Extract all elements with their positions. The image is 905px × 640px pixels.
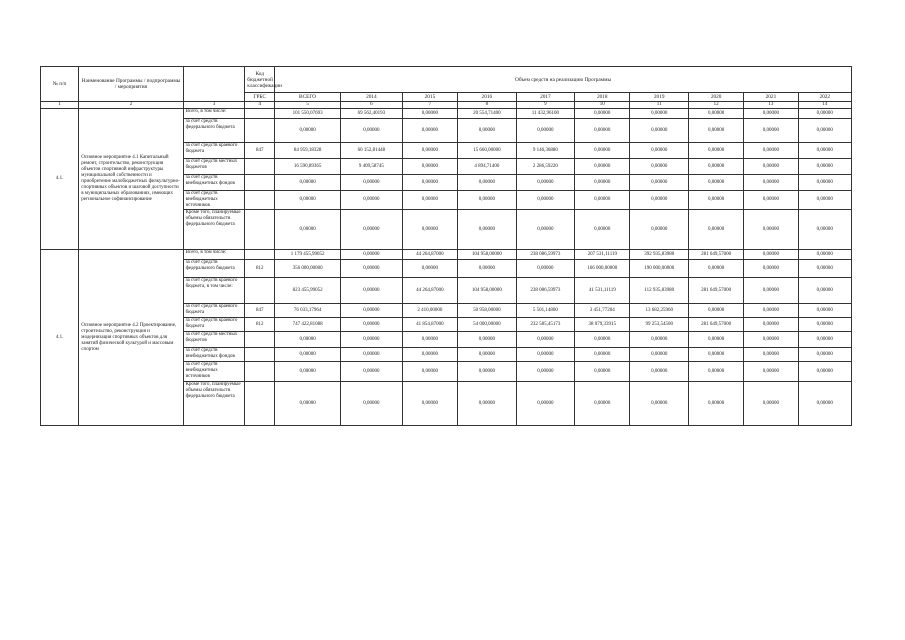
grbs-code: 812	[245, 318, 275, 332]
grbs-code	[245, 250, 275, 260]
year-value: 0,00000	[744, 159, 798, 175]
year-value: 0,00000	[458, 119, 517, 143]
total-value: 823 455,99052	[275, 278, 341, 304]
year-value: 281 649,57000	[688, 278, 743, 304]
year-value: 238 086,59973	[516, 278, 575, 304]
year-value: 0,00000	[575, 119, 630, 143]
year-value: 0,00000	[630, 159, 689, 175]
year-value: 3 451,77204	[575, 304, 630, 318]
table-row	[41, 109, 852, 119]
table-row	[41, 250, 852, 260]
year-value: 0,00000	[688, 191, 743, 210]
grbs-code	[245, 348, 275, 362]
header-year: 2014	[341, 93, 403, 102]
year-value: 0,00000	[798, 260, 851, 278]
funding-source: Кроме того, планируемые объемы обязательств федерального бюджета	[183, 382, 245, 426]
grbs-code	[245, 175, 275, 191]
year-value: 0,00000	[688, 109, 743, 119]
column-number: 5	[275, 102, 341, 109]
year-value: 0,00000	[630, 175, 689, 191]
year-value: 0,00000	[630, 382, 689, 426]
budget-table	[40, 66, 852, 426]
header-year: 2016	[458, 93, 517, 102]
column-number: 2	[79, 102, 183, 109]
funding-source: за счет средств местных бюджетов	[183, 159, 245, 175]
activity-name: Основное мероприятие 4.1 Капитальный ремонт, строительство, реконструкция объектов спортивной инфраструктуры муниципальной собственности и приобретение малобюджетных физкультурно-спортивных объектов и шаговой доступности в муниципальных образованиях, имеющих региональное софинансирование	[79, 109, 183, 250]
total-value: 101 550,07693	[275, 109, 341, 119]
total-value: 0,00000	[275, 362, 341, 382]
column-number: 10	[575, 102, 630, 109]
year-value: 0,00000	[630, 119, 689, 143]
year-value: 0,00000	[341, 260, 403, 278]
year-value: 0,00000	[458, 191, 517, 210]
year-value: 0,00000	[688, 348, 743, 362]
grbs-code: 847	[245, 143, 275, 159]
funding-source: за счет средств федерального бюджета	[183, 260, 245, 278]
header-code: Код бюджетной классификации	[245, 67, 275, 93]
year-value: 0,00000	[575, 362, 630, 382]
column-number: 11	[630, 102, 689, 109]
year-value: 0,00000	[798, 304, 851, 318]
year-value: 0,00000	[688, 143, 743, 159]
year-value: 0,00000	[402, 119, 457, 143]
row-number: 4.1.	[41, 250, 79, 426]
funding-source: за счет средств федерального бюджета	[183, 119, 245, 143]
column-number: 4	[245, 102, 275, 109]
total-value: 0,00000	[275, 348, 341, 362]
year-value: 0,00000	[688, 119, 743, 143]
grbs-code	[245, 278, 275, 304]
year-value: 0,00000	[402, 362, 457, 382]
year-value: 104 958,00000	[458, 250, 517, 260]
year-value: 190 000,00000	[630, 260, 689, 278]
column-number: 14	[798, 102, 851, 109]
header-num: № п/п	[41, 67, 79, 102]
year-value: 0,00000	[630, 332, 689, 348]
year-value: 0,00000	[688, 382, 743, 426]
funding-source: за счет средств краевого бюджета	[183, 318, 245, 332]
year-value: 0,00000	[630, 191, 689, 210]
year-value: 0,00000	[402, 143, 457, 159]
funding-source: за счет средств краевого бюджета	[183, 143, 245, 159]
year-value: 0,00000	[516, 119, 575, 143]
year-value: 41 531,11119	[575, 278, 630, 304]
funding-source: Всего, в том числе:	[183, 109, 245, 119]
year-value: 0,00000	[630, 348, 689, 362]
year-value: 0,00000	[516, 348, 575, 362]
year-value: 0,00000	[516, 191, 575, 210]
year-value: 0,00000	[688, 260, 743, 278]
header-year: 2020	[688, 93, 743, 102]
year-value: 0,00000	[402, 348, 457, 362]
grbs-code	[245, 109, 275, 119]
year-value: 0,00000	[798, 382, 851, 426]
total-value: 1 179 455,99052	[275, 250, 341, 260]
year-value: 238 086,59973	[516, 250, 575, 260]
year-value: 0,00000	[402, 191, 457, 210]
year-value: 0,00000	[341, 332, 403, 348]
total-value: 356 000,00000	[275, 260, 341, 278]
grbs-code	[245, 159, 275, 175]
total-value: 0,00000	[275, 382, 341, 426]
budget-document	[40, 66, 852, 426]
year-value: 13 682,25960	[630, 304, 689, 318]
year-value: 0,00000	[798, 109, 851, 119]
year-value: 0,00000	[744, 318, 798, 332]
year-value: 0,00000	[744, 382, 798, 426]
grbs-code: 812	[245, 260, 275, 278]
year-value: 54 000,00000	[458, 318, 517, 332]
header-year: 2021	[744, 93, 798, 102]
total-value: 84 959,18328	[275, 143, 341, 159]
year-value: 0,00000	[341, 119, 403, 143]
year-value: 0,00000	[744, 362, 798, 382]
year-value: 99 253,54500	[630, 318, 689, 332]
year-value: 9 409,58745	[341, 159, 403, 175]
column-number: 1	[41, 102, 79, 109]
year-value: 0,00000	[688, 362, 743, 382]
grbs-code	[245, 210, 275, 250]
year-value: 0,00000	[516, 332, 575, 348]
year-value: 0,00000	[744, 304, 798, 318]
year-value: 0,00000	[341, 250, 403, 260]
year-value: 0,00000	[458, 175, 517, 191]
year-value: 0,00000	[798, 159, 851, 175]
header-year: 2017	[516, 93, 575, 102]
year-value: 0,00000	[798, 119, 851, 143]
header-total: ВСЕГО	[275, 93, 341, 102]
year-value: 0,00000	[402, 210, 457, 250]
year-value: 0,00000	[744, 175, 798, 191]
table-body	[41, 67, 852, 426]
year-value: 0,00000	[688, 159, 743, 175]
year-value: 0,00000	[744, 332, 798, 348]
year-value: 0,00000	[458, 348, 517, 362]
year-value: 0,00000	[798, 175, 851, 191]
funding-source: за счет средств внебюджетных источников	[183, 191, 245, 210]
year-value: 0,00000	[516, 210, 575, 250]
total-value: 0,00000	[275, 210, 341, 250]
column-number: 13	[744, 102, 798, 109]
year-value: 0,00000	[688, 210, 743, 250]
funding-source: за счет средств внебюджетных фондов	[183, 175, 245, 191]
year-value: 0,00000	[402, 260, 457, 278]
activity-name: Основное мероприятие 4.2 Проектирование, строительство, реконструкция и модернизация спортивных объектов для занятий физической культурой и массовым спортом	[79, 250, 183, 426]
year-value: 0,00000	[798, 278, 851, 304]
total-value: 747 422,81088	[275, 318, 341, 332]
year-value: 0,00000	[458, 260, 517, 278]
year-value: 0,00000	[798, 191, 851, 210]
column-number: 3	[183, 102, 245, 109]
year-value: 281 649,57000	[688, 318, 743, 332]
year-value: 0,00000	[575, 159, 630, 175]
year-value: 0,00000	[516, 175, 575, 191]
year-value: 0,00000	[630, 143, 689, 159]
year-value: 281 649,57000	[688, 250, 743, 260]
year-value: 0,00000	[798, 143, 851, 159]
year-value: 0,00000	[458, 362, 517, 382]
year-value: 232 585,45173	[516, 318, 575, 332]
year-value: 41 854,87000	[402, 318, 457, 332]
year-value: 0,00000	[744, 278, 798, 304]
header-year: 2018	[575, 93, 630, 102]
year-value: 38 079,33915	[575, 318, 630, 332]
year-value: 60 152,81448	[341, 143, 403, 159]
year-value: 50 958,00000	[458, 304, 517, 318]
funding-source: Кроме того, планируемые объемы обязательств федерального бюджета	[183, 210, 245, 250]
year-value: 9 146,36880	[516, 143, 575, 159]
header-grbs: ГРБС	[245, 93, 275, 102]
year-value: 2 286,59220	[516, 159, 575, 175]
grbs-code	[245, 119, 275, 143]
year-value: 112 935,83980	[630, 278, 689, 304]
year-value: 0,00000	[341, 278, 403, 304]
year-value: 0,00000	[575, 332, 630, 348]
year-value: 0,00000	[341, 318, 403, 332]
year-value: 166 000,00000	[575, 260, 630, 278]
year-value: 0,00000	[798, 362, 851, 382]
year-value: 0,00000	[744, 250, 798, 260]
year-value: 0,00000	[575, 143, 630, 159]
year-value: 0,00000	[341, 210, 403, 250]
year-value: 0,00000	[341, 304, 403, 318]
column-number: 9	[516, 102, 575, 109]
year-value: 0,00000	[744, 260, 798, 278]
funding-source: за счет средств краевого бюджета, в том числе:	[183, 278, 245, 304]
year-value: 0,00000	[798, 318, 851, 332]
year-value: 0,00000	[458, 210, 517, 250]
row-number: 4.1.	[41, 109, 79, 250]
year-value: 0,00000	[341, 175, 403, 191]
year-value: 0,00000	[630, 210, 689, 250]
year-value: 20 554,71400	[458, 109, 517, 119]
year-value: 0,00000	[516, 260, 575, 278]
column-number: 8	[458, 102, 517, 109]
year-value: 0,00000	[630, 362, 689, 382]
funding-source: за счет средств внебюджетных фондов	[183, 348, 245, 362]
year-value: 0,00000	[798, 210, 851, 250]
year-value: 0,00000	[744, 109, 798, 119]
year-value: 0,00000	[575, 210, 630, 250]
total-value: 0,00000	[275, 175, 341, 191]
year-value: 0,00000	[744, 348, 798, 362]
year-value: 0,00000	[688, 175, 743, 191]
year-value: 0,00000	[458, 332, 517, 348]
column-number: 6	[341, 102, 403, 109]
total-value: 76 033,17964	[275, 304, 341, 318]
year-value: 0,00000	[341, 382, 403, 426]
total-value: 0,00000	[275, 191, 341, 210]
column-number: 7	[402, 102, 457, 109]
grbs-code: 847	[245, 304, 275, 318]
year-value: 0,00000	[402, 382, 457, 426]
year-value: 15 660,00000	[458, 143, 517, 159]
total-value: 0,00000	[275, 119, 341, 143]
year-value: 0,00000	[575, 175, 630, 191]
header-year: 2015	[402, 93, 457, 102]
year-value: 0,00000	[630, 109, 689, 119]
year-value: 0,00000	[402, 332, 457, 348]
year-value: 0,00000	[688, 332, 743, 348]
year-value: 4 894,71400	[458, 159, 517, 175]
year-value: 0,00000	[516, 382, 575, 426]
year-value: 0,00000	[744, 119, 798, 143]
year-value: 0,00000	[744, 143, 798, 159]
year-value: 0,00000	[402, 159, 457, 175]
header-volume: Объем средств на реализацию Программы	[275, 67, 852, 93]
year-value: 0,00000	[516, 362, 575, 382]
year-value: 0,00000	[575, 109, 630, 119]
funding-source: за счет средств краевого бюджета	[183, 304, 245, 318]
year-value: 0,00000	[341, 362, 403, 382]
grbs-code	[245, 382, 275, 426]
year-value: 0,00000	[688, 304, 743, 318]
year-value: 0,00000	[798, 348, 851, 362]
total-value: 16 590,89365	[275, 159, 341, 175]
year-value: 0,00000	[341, 191, 403, 210]
funding-source: Всего, в том числе:	[183, 250, 245, 260]
year-value: 0,00000	[341, 348, 403, 362]
column-number: 12	[688, 102, 743, 109]
year-value: 0,00000	[402, 109, 457, 119]
year-value: 2 410,00000	[402, 304, 457, 318]
year-value: 5 501,14800	[516, 304, 575, 318]
year-value: 0,00000	[798, 250, 851, 260]
year-value: 392 935,83980	[630, 250, 689, 260]
year-value: 0,00000	[575, 348, 630, 362]
funding-source: за счет средств местных бюджетов	[183, 332, 245, 348]
year-value: 0,00000	[744, 210, 798, 250]
header-year: 2022	[798, 93, 851, 102]
grbs-code	[245, 191, 275, 210]
header-empty	[183, 67, 245, 102]
year-value: 0,00000	[458, 382, 517, 426]
funding-source: за счет средств внебюджетных источников	[183, 362, 245, 382]
year-value: 44 264,87000	[402, 278, 457, 304]
year-value: 0,00000	[575, 191, 630, 210]
year-value: 0,00000	[575, 382, 630, 426]
header-year: 2019	[630, 93, 689, 102]
grbs-code	[245, 362, 275, 382]
year-value: 104 958,00000	[458, 278, 517, 304]
header-name: Наименование Программы / подпрограммы / мероприятия	[79, 67, 183, 102]
year-value: 0,00000	[402, 175, 457, 191]
grbs-code	[245, 332, 275, 348]
total-value: 0,00000	[275, 332, 341, 348]
year-value: 11 432,96100	[516, 109, 575, 119]
year-value: 0,00000	[798, 332, 851, 348]
year-value: 207 531,11119	[575, 250, 630, 260]
year-value: 69 562,40193	[341, 109, 403, 119]
year-value: 0,00000	[744, 191, 798, 210]
year-value: 44 264,87000	[402, 250, 457, 260]
